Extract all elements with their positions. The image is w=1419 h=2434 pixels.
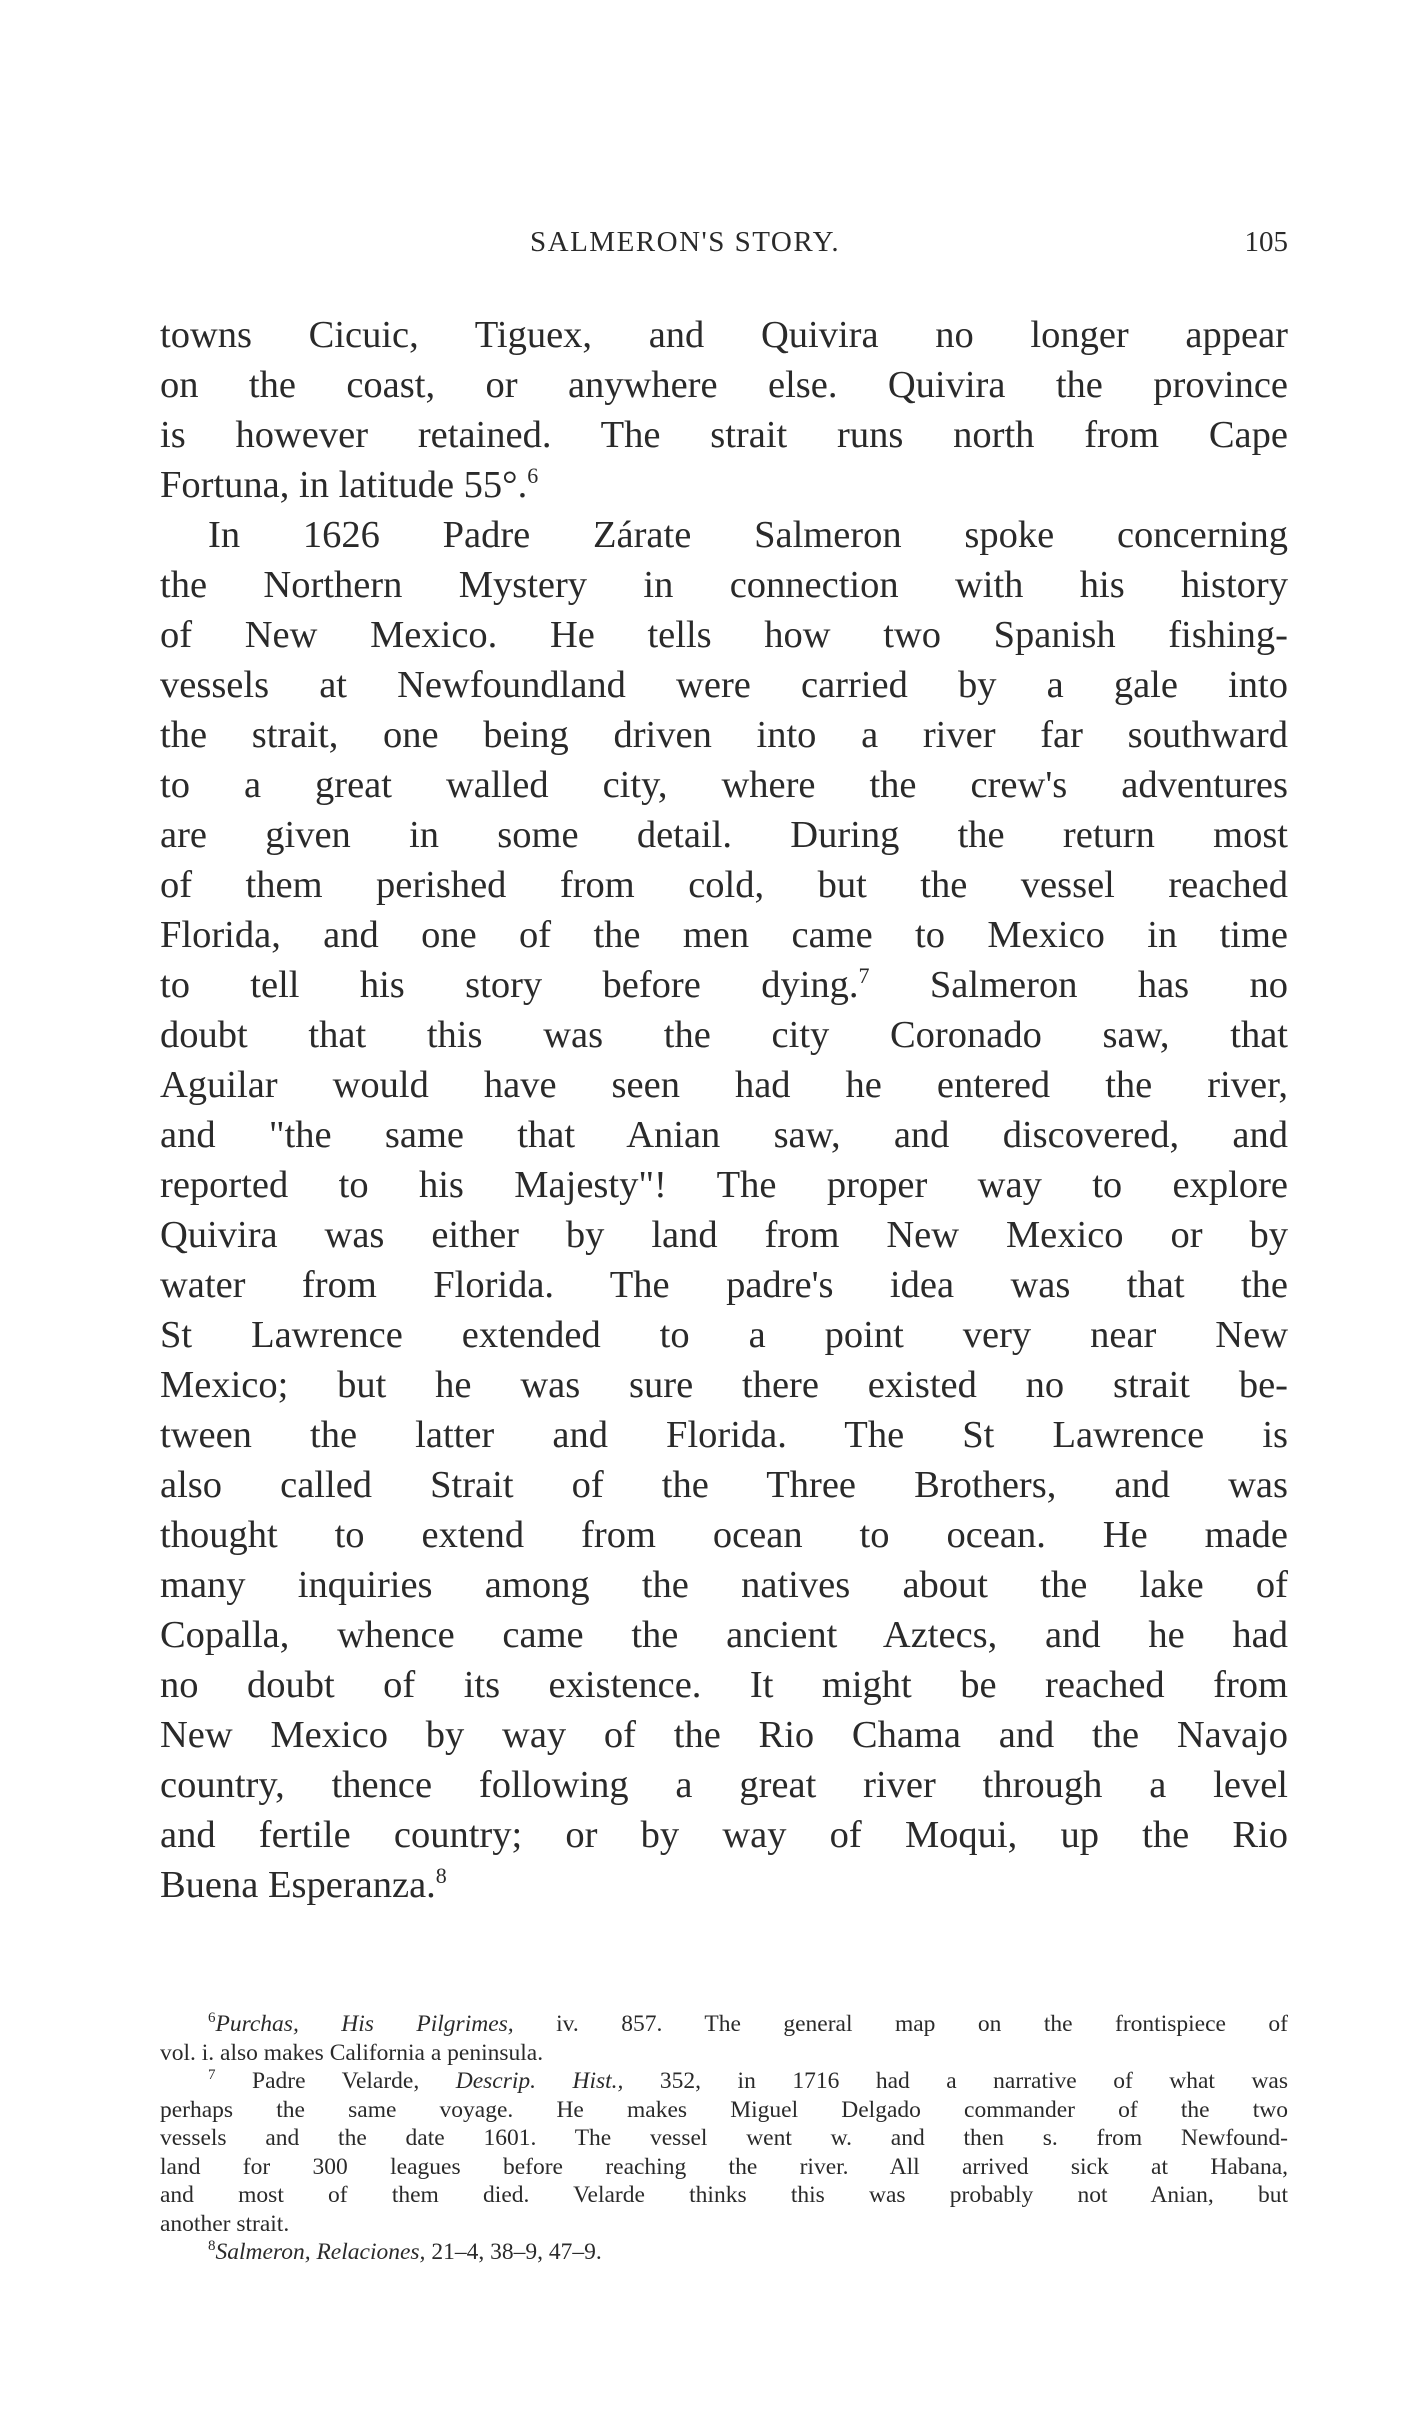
footnote-8: [160, 2238, 1288, 2267]
text-line: [160, 960, 1288, 1010]
footnote-text: Padre Velarde,: [215, 2068, 456, 2094]
footnote-number: 7: [208, 2067, 216, 2083]
paragraph-start: In 1626 Padre Zárate Salmeron spoke concerning: [208, 514, 1288, 556]
footnote-marker: 7: [858, 963, 870, 988]
text-line: towns Cicuic, Tiguex, and Quivira no longer appear: [160, 314, 1288, 356]
text-line: [160, 460, 1288, 510]
text-segment: Fortuna, in latitude 55°.: [160, 464, 528, 506]
citation: Purchas, His Pilgrimes,: [215, 2011, 514, 2037]
text-line: is however retained. The strait runs north from Cape: [160, 414, 1288, 456]
text-line: country, thence following a great river through a level: [160, 1764, 1288, 1806]
footnote-text: 21–4, 38–9, 47–9.: [425, 2239, 602, 2265]
footnote-text: iv. 857. The general map on the frontispiece of: [513, 2011, 1288, 2037]
text-line: New Mexico by way of the Rio Chama and the Navajo: [160, 1714, 1288, 1756]
citation: Descrip. Hist.,: [455, 2068, 624, 2094]
text-line: of them perished from cold, but the vessel reached: [160, 864, 1288, 906]
footnote-line: vol. i. also makes California a peninsula.: [160, 2039, 544, 2066]
footnote-marker: 8: [435, 1863, 447, 1888]
text-line: Quivira was either by land from New Mexico or by: [160, 1214, 1288, 1256]
text-line: doubt that this was the city Coronado saw, that: [160, 1014, 1288, 1056]
footnotes: [160, 2010, 1288, 2267]
footnote-marker: 6: [527, 463, 539, 488]
running-title: SALMERON'S STORY.: [530, 226, 841, 258]
text-line: Mexico; but he was sure there existed no strait be-: [160, 1364, 1288, 1406]
text-line: no doubt of its existence. It might be reached from: [160, 1664, 1288, 1706]
text-line: reported to his Majesty"! The proper way to explore: [160, 1164, 1288, 1206]
text-line: and "the same that Anian saw, and discovered, and: [160, 1114, 1288, 1156]
text-segment: to tell his story before dying.: [160, 964, 859, 1006]
text-line: thought to extend from ocean to ocean. He made: [160, 1514, 1288, 1556]
text-segment: Salmeron has no: [869, 964, 1288, 1006]
footnote-line: and most of them died. Velarde thinks this was probably not Anian, but: [160, 2182, 1288, 2208]
citation: Salmeron, Relaciones,: [215, 2239, 426, 2265]
footnote-text: 352, in 1716 had a narrative of what was: [623, 2068, 1288, 2094]
text-line: many inquiries among the natives about the lake of: [160, 1564, 1288, 1606]
text-line: Copalla, whence came the ancient Aztecs, and he had: [160, 1614, 1288, 1656]
text-line: and fertile country; or by way of Moqui, up the Rio: [160, 1814, 1288, 1856]
text-line: also called Strait of the Three Brothers, and was: [160, 1464, 1288, 1506]
footnote-line: another strait.: [160, 2210, 290, 2237]
text-line: the strait, one being driven into a river far southward: [160, 714, 1288, 756]
text-line: on the coast, or anywhere else. Quivira the province: [160, 364, 1288, 406]
footnote-line: land for 300 leagues before reaching the river. All arrived sick at Habana,: [160, 2153, 1288, 2180]
text-line: Aguilar would have seen had he entered the river,: [160, 1064, 1288, 1106]
text-segment: Buena Esperanza.: [160, 1864, 436, 1906]
footnote-number: 8: [208, 2238, 216, 2254]
text-line: vessels at Newfoundland were carried by a gale into: [160, 664, 1288, 706]
text-line: are given in some detail. During the return most: [160, 814, 1288, 856]
text-line: of New Mexico. He tells how two Spanish fishing-: [160, 614, 1288, 656]
text-line: water from Florida. The padre's idea was that the: [160, 1264, 1288, 1306]
footnote-6: [160, 2010, 1288, 2039]
text-line: [160, 1860, 1288, 1910]
text-line: St Lawrence extended to a point very near New: [160, 1314, 1288, 1356]
running-head: [160, 226, 1288, 266]
footnote-number: 6: [208, 2010, 216, 2026]
text-line: to a great walled city, where the crew's adventures: [160, 764, 1288, 806]
footnote-7: [160, 2067, 1288, 2096]
footnote-line: vessels and the date 1601. The vessel went w. and then s. from Newfound-: [160, 2125, 1288, 2151]
main-text: [160, 310, 1288, 1910]
page-number: 105: [1244, 226, 1288, 258]
text-line: tween the latter and Florida. The St Lawrence is: [160, 1414, 1288, 1456]
footnote-line: perhaps the same voyage. He makes Miguel Delgado commander of the two: [160, 2096, 1288, 2123]
text-line: Florida, and one of the men came to Mexico in time: [160, 914, 1288, 956]
text-line: the Northern Mystery in connection with his history: [160, 564, 1288, 606]
